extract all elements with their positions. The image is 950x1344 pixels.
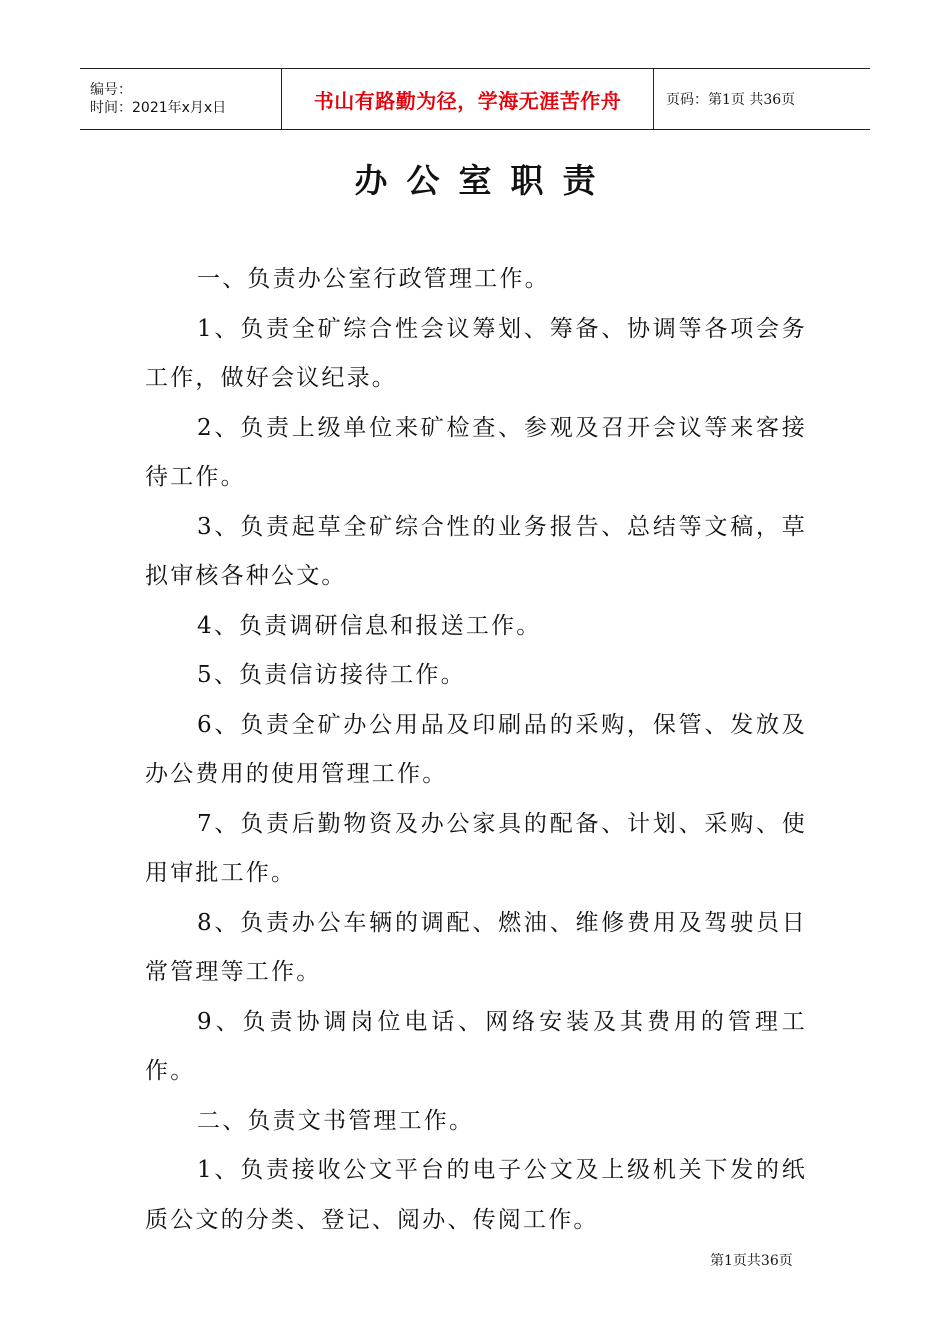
serial-number-label: 编号： bbox=[90, 82, 132, 98]
paragraph: 7、负责后勤物资及办公家具的配备、计划、采购、使用审批工作。 bbox=[145, 810, 807, 886]
paragraph: 一、负责办公室行政管理工作。 bbox=[197, 266, 550, 292]
paragraph: 2、负责上级单位来矿检查、参观及召开会议等来客接待工作。 bbox=[145, 414, 807, 490]
header-meta bbox=[80, 69, 281, 129]
document-body bbox=[145, 255, 807, 1245]
date-label: 时间：2021年x月x日 bbox=[90, 100, 227, 116]
header-page-info: 页码：第1页 共36页 bbox=[666, 92, 796, 108]
document-title: 办公室职责 bbox=[354, 161, 615, 200]
paragraph: 4、负责调研信息和报送工作。 bbox=[197, 612, 542, 639]
paragraph: 1、负责全矿综合性会议筹划、筹备、协调等各项会务工作，做好会议纪录。 bbox=[145, 315, 807, 391]
page-header bbox=[80, 68, 870, 130]
paragraph: 5、负责信访接待工作。 bbox=[197, 662, 466, 688]
header-motto: 书山有路勤为径，学海无涯苦作舟 bbox=[313, 88, 622, 113]
header-motto-cell bbox=[281, 69, 654, 129]
paragraph: 1、负责接收公文平台的电子公文及上级机关下发的纸质公文的分类、登记、阅办、传阅工作。 bbox=[145, 1157, 807, 1233]
paragraph: 6、负责全矿办公用品及印刷品的采购，保管、发放及办公费用的使用管理工作。 bbox=[145, 711, 807, 787]
paragraph: 9、负责协调岗位电话、网络安装及其费用的管理工作。 bbox=[145, 1008, 807, 1084]
paragraph: 3、负责起草全矿综合性的业务报告、总结等文稿，草拟审核各种公文。 bbox=[145, 513, 807, 589]
paragraph: 二、负责文书管理工作。 bbox=[197, 1107, 475, 1134]
paragraph: 8、负责办公车辆的调配、燃油、维修费用及驾驶员日常管理等工作。 bbox=[145, 909, 807, 985]
page-footer: 第1页共36页 bbox=[710, 1253, 793, 1269]
